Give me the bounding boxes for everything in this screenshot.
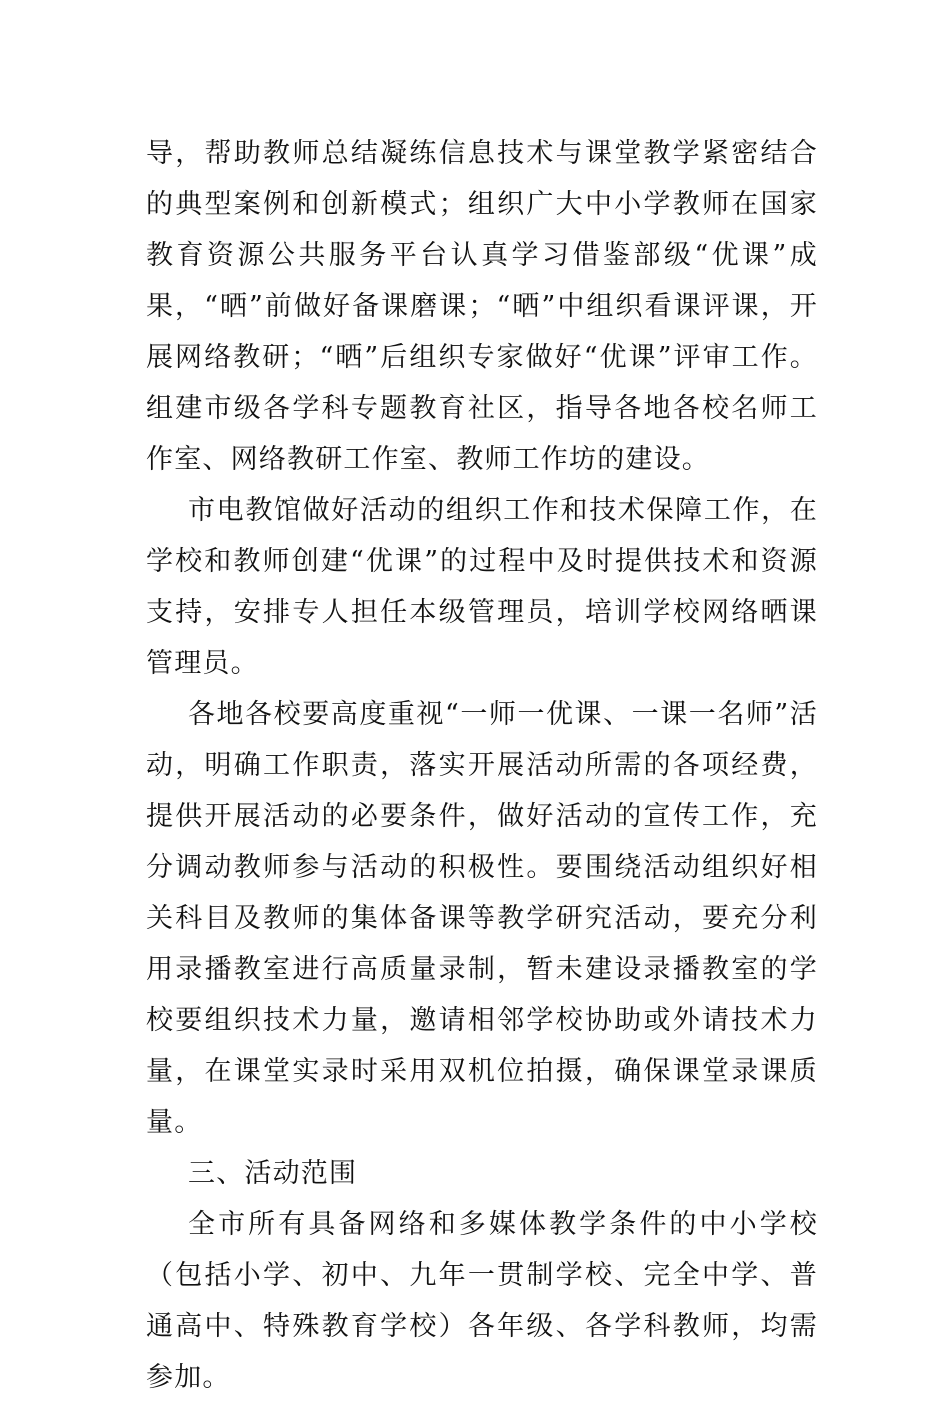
paragraph-school-requirements: 各地各校要高度重视“一师一优课、一课一名师”活动，明确工作职责，落实开展活动所需的各项经费，提供开展活动的必要条件，做好活动的宣传工作，充分调动教师参与活动的积极性。要围绕活动组织好相关科目及教师的集体备课等教学研究活动，要充分利用录播教室进行高质量录制，暂未建设录播教室的学校要组织技术力量，邀请相邻学校协助或外请技术力量，在课堂实录时采用双机位拍摄，确保课堂录课质量。 — [146, 699, 818, 1138]
document-body — [146, 128, 818, 1403]
paragraph-continuation: 导，帮助教师总结凝练信息技术与课堂教学紧密结合的典型案例和创新模式；组织广大中小学教师在国家教育资源公共服务平台认真学习借鉴部级“优课”成果，“晒”前做好备课磨课；“晒”中组织看课评课，开展网络教研；“晒”后组织专家做好“优课”评审工作。组建市级各学科专题教育社区，指导各地各校名师工作室、网络教研工作室、教师工作坊的建设。 — [146, 138, 818, 475]
paragraph-technical-support: 市电教馆做好活动的组织工作和技术保障工作，在学校和教师创建“优课”的过程中及时提供技术和资源支持，安排专人担任本级管理员，培训学校网络晒课管理员。 — [146, 495, 818, 679]
paragraph-scope: 全市所有具备网络和多媒体教学条件的中小学校（包括小学、初中、九年一贯制学校、完全中学、普通高中、特殊教育学校）各年级、各学科教师，均需参加。 — [146, 1209, 818, 1393]
section-heading: 三、活动范围 — [188, 1158, 358, 1189]
